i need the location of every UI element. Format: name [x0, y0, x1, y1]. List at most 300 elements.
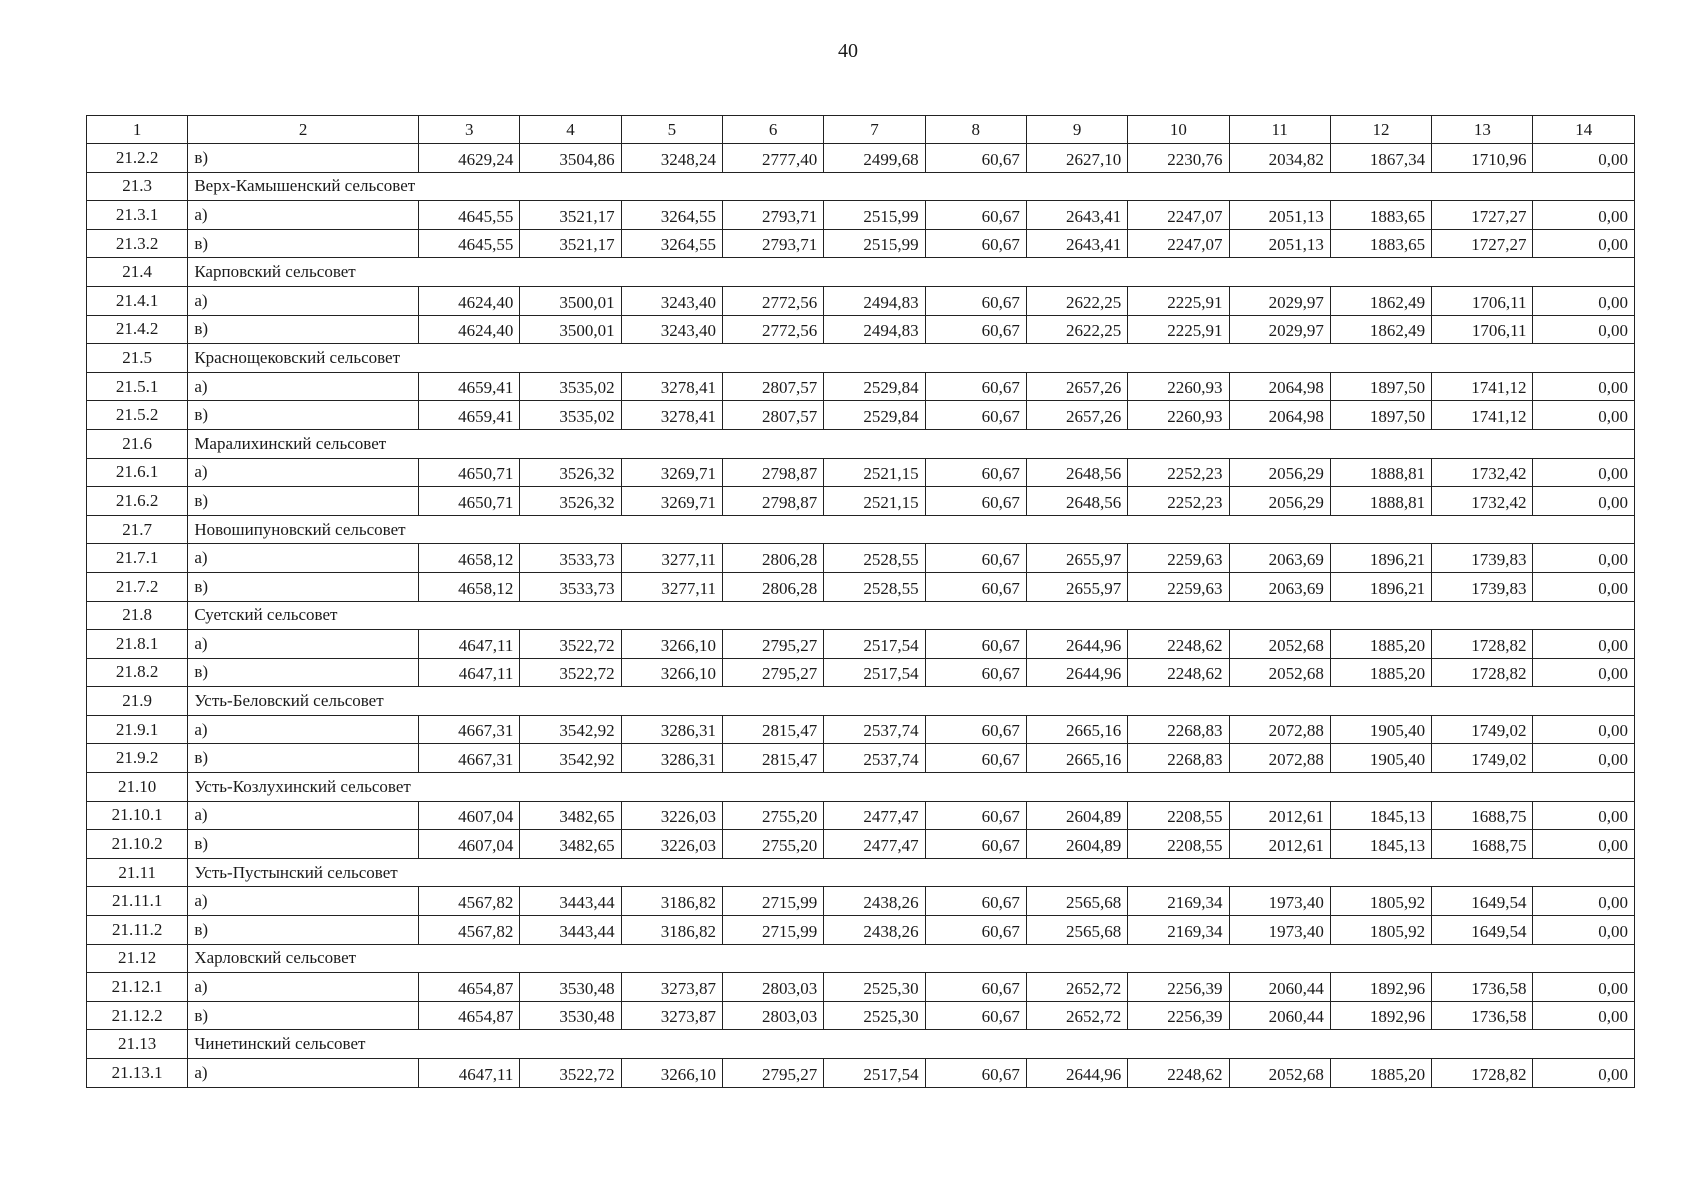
value-cell: 3526,32: [520, 458, 621, 487]
value-cell: 2815,47: [722, 715, 823, 744]
value-cell: 1973,40: [1229, 887, 1330, 916]
column-header: 6: [722, 116, 823, 144]
value-cell: 2012,61: [1229, 801, 1330, 830]
value-cell: 2256,39: [1128, 1001, 1229, 1030]
section-row: [87, 601, 1635, 630]
value-cell: 2260,93: [1128, 401, 1229, 430]
value-cell: 1741,12: [1432, 401, 1533, 430]
value-cell: 60,67: [925, 887, 1026, 916]
value-cell: 1706,11: [1432, 315, 1533, 344]
value-cell: 4624,40: [419, 286, 520, 315]
value-cell: 2268,83: [1128, 715, 1229, 744]
value-cell: 3533,73: [520, 572, 621, 601]
value-cell: 2012,61: [1229, 830, 1330, 859]
value-cell: 0,00: [1533, 315, 1635, 344]
section-name: Краснощековский сельсовет: [188, 344, 1635, 373]
row-code: 21.7.1: [87, 544, 188, 573]
value-cell: 3522,72: [520, 658, 621, 687]
value-cell: 3266,10: [621, 1059, 722, 1088]
value-cell: 2499,68: [824, 144, 925, 173]
table-row: [87, 372, 1635, 401]
section-name: Карповский сельсовет: [188, 258, 1635, 287]
row-code: 21.9.2: [87, 744, 188, 773]
value-cell: 60,67: [925, 744, 1026, 773]
value-cell: 1732,42: [1432, 487, 1533, 516]
row-label: в): [188, 144, 419, 173]
value-cell: 60,67: [925, 1001, 1026, 1030]
value-cell: 2644,96: [1026, 630, 1127, 659]
value-cell: 1845,13: [1330, 830, 1431, 859]
value-cell: 3522,72: [520, 1059, 621, 1088]
row-code: 21.10.1: [87, 801, 188, 830]
value-cell: 2051,13: [1229, 201, 1330, 230]
row-label: а): [188, 286, 419, 315]
value-cell: 4654,87: [419, 1001, 520, 1030]
value-cell: 3243,40: [621, 315, 722, 344]
row-label: а): [188, 715, 419, 744]
value-cell: 60,67: [925, 144, 1026, 173]
value-cell: 1728,82: [1432, 658, 1533, 687]
value-cell: 2795,27: [722, 630, 823, 659]
value-cell: 3186,82: [621, 887, 722, 916]
row-code: 21.8.1: [87, 630, 188, 659]
value-cell: 2565,68: [1026, 916, 1127, 945]
column-header: 12: [1330, 116, 1431, 144]
column-header: 14: [1533, 116, 1635, 144]
table-row: [87, 544, 1635, 573]
value-cell: 1749,02: [1432, 715, 1533, 744]
value-cell: 1805,92: [1330, 916, 1431, 945]
value-cell: 2063,69: [1229, 544, 1330, 573]
value-cell: 2169,34: [1128, 887, 1229, 916]
section-code: 21.6: [87, 429, 188, 458]
value-cell: 60,67: [925, 630, 1026, 659]
row-code: 21.6.2: [87, 487, 188, 516]
value-cell: 2528,55: [824, 572, 925, 601]
row-label: а): [188, 201, 419, 230]
value-cell: 2657,26: [1026, 372, 1127, 401]
table-row: [87, 458, 1635, 487]
section-code: 21.7: [87, 515, 188, 544]
value-cell: 60,67: [925, 715, 1026, 744]
value-cell: 0,00: [1533, 1001, 1635, 1030]
value-cell: 3521,17: [520, 201, 621, 230]
value-cell: 3278,41: [621, 372, 722, 401]
value-cell: 0,00: [1533, 401, 1635, 430]
value-cell: 2208,55: [1128, 801, 1229, 830]
row-code: 21.4.2: [87, 315, 188, 344]
table-row: [87, 201, 1635, 230]
value-cell: 2208,55: [1128, 830, 1229, 859]
value-cell: 3269,71: [621, 487, 722, 516]
value-cell: 4607,04: [419, 830, 520, 859]
row-code: 21.10.2: [87, 830, 188, 859]
section-row: [87, 515, 1635, 544]
value-cell: 3530,48: [520, 973, 621, 1002]
value-cell: 2072,88: [1229, 744, 1330, 773]
value-cell: 2528,55: [824, 544, 925, 573]
value-cell: 0,00: [1533, 744, 1635, 773]
value-cell: 1897,50: [1330, 372, 1431, 401]
value-cell: 1892,96: [1330, 973, 1431, 1002]
value-cell: 60,67: [925, 973, 1026, 1002]
value-cell: 4567,82: [419, 916, 520, 945]
value-cell: 0,00: [1533, 801, 1635, 830]
table-row: [87, 887, 1635, 916]
table-row: [87, 744, 1635, 773]
row-code: 21.12.1: [87, 973, 188, 1002]
value-cell: 3278,41: [621, 401, 722, 430]
value-cell: 60,67: [925, 1059, 1026, 1088]
value-cell: 3504,86: [520, 144, 621, 173]
value-cell: 4658,12: [419, 572, 520, 601]
value-cell: 2034,82: [1229, 144, 1330, 173]
value-cell: 2807,57: [722, 401, 823, 430]
section-name: Суетский сельсовет: [188, 601, 1635, 630]
value-cell: 2777,40: [722, 144, 823, 173]
value-cell: 2517,54: [824, 630, 925, 659]
value-cell: 2622,25: [1026, 315, 1127, 344]
value-cell: 2268,83: [1128, 744, 1229, 773]
value-cell: 2259,63: [1128, 572, 1229, 601]
value-cell: 1749,02: [1432, 744, 1533, 773]
value-cell: 0,00: [1533, 229, 1635, 258]
value-cell: 2225,91: [1128, 286, 1229, 315]
row-label: в): [188, 744, 419, 773]
value-cell: 2806,28: [722, 572, 823, 601]
row-label: в): [188, 658, 419, 687]
value-cell: 2657,26: [1026, 401, 1127, 430]
value-cell: 2169,34: [1128, 916, 1229, 945]
value-cell: 2029,97: [1229, 286, 1330, 315]
value-cell: 2521,15: [824, 458, 925, 487]
value-cell: 1973,40: [1229, 916, 1330, 945]
section-name: Усть-Пустынский сельсовет: [188, 858, 1635, 887]
value-cell: 2807,57: [722, 372, 823, 401]
value-cell: 2604,89: [1026, 801, 1127, 830]
section-name: Усть-Козлухинский сельсовет: [188, 773, 1635, 802]
value-cell: 2248,62: [1128, 630, 1229, 659]
value-cell: 60,67: [925, 572, 1026, 601]
value-cell: 2517,54: [824, 1059, 925, 1088]
value-cell: 4654,87: [419, 973, 520, 1002]
value-cell: 3264,55: [621, 201, 722, 230]
value-cell: 2056,29: [1229, 487, 1330, 516]
value-cell: 60,67: [925, 544, 1026, 573]
table-row: [87, 315, 1635, 344]
value-cell: 3186,82: [621, 916, 722, 945]
row-code: 21.9.1: [87, 715, 188, 744]
section-code: 21.10: [87, 773, 188, 802]
value-cell: 1892,96: [1330, 1001, 1431, 1030]
value-cell: 2806,28: [722, 544, 823, 573]
value-cell: 1805,92: [1330, 887, 1431, 916]
row-code: 21.5.1: [87, 372, 188, 401]
value-cell: 0,00: [1533, 544, 1635, 573]
value-cell: 4659,41: [419, 401, 520, 430]
value-cell: 1862,49: [1330, 286, 1431, 315]
section-code: 21.12: [87, 944, 188, 973]
value-cell: 0,00: [1533, 630, 1635, 659]
value-cell: 60,67: [925, 801, 1026, 830]
value-cell: 1736,58: [1432, 973, 1533, 1002]
value-cell: 1883,65: [1330, 229, 1431, 258]
value-cell: 4645,55: [419, 229, 520, 258]
value-cell: 2537,74: [824, 744, 925, 773]
value-cell: 3226,03: [621, 830, 722, 859]
value-cell: 4629,24: [419, 144, 520, 173]
value-cell: 2604,89: [1026, 830, 1127, 859]
value-cell: 2665,16: [1026, 744, 1127, 773]
table-body: [87, 116, 1635, 1088]
table-row: [87, 572, 1635, 601]
column-header: 2: [188, 116, 419, 144]
value-cell: 2060,44: [1229, 973, 1330, 1002]
value-cell: 0,00: [1533, 201, 1635, 230]
column-header: 9: [1026, 116, 1127, 144]
value-cell: 3277,11: [621, 572, 722, 601]
value-cell: 60,67: [925, 458, 1026, 487]
value-cell: 1896,21: [1330, 544, 1431, 573]
value-cell: 2029,97: [1229, 315, 1330, 344]
row-label: а): [188, 544, 419, 573]
value-cell: 3526,32: [520, 487, 621, 516]
value-cell: 2643,41: [1026, 201, 1127, 230]
value-cell: 1688,75: [1432, 830, 1533, 859]
value-cell: 3286,31: [621, 744, 722, 773]
section-name: Чинетинский сельсовет: [188, 1030, 1635, 1059]
value-cell: 4658,12: [419, 544, 520, 573]
value-cell: 60,67: [925, 401, 1026, 430]
value-cell: 2772,56: [722, 315, 823, 344]
value-cell: 3500,01: [520, 315, 621, 344]
value-cell: 2063,69: [1229, 572, 1330, 601]
value-cell: 2052,68: [1229, 658, 1330, 687]
table-row: [87, 658, 1635, 687]
table-row: [87, 1059, 1635, 1088]
value-cell: 4647,11: [419, 630, 520, 659]
value-cell: 3269,71: [621, 458, 722, 487]
table-row: [87, 973, 1635, 1002]
value-cell: 2230,76: [1128, 144, 1229, 173]
table-row: [87, 830, 1635, 859]
value-cell: 2644,96: [1026, 1059, 1127, 1088]
value-cell: 3277,11: [621, 544, 722, 573]
value-cell: 1896,21: [1330, 572, 1431, 601]
section-code: 21.8: [87, 601, 188, 630]
value-cell: 2537,74: [824, 715, 925, 744]
value-cell: 2793,71: [722, 229, 823, 258]
value-cell: 3482,65: [520, 801, 621, 830]
value-cell: 1649,54: [1432, 887, 1533, 916]
value-cell: 60,67: [925, 487, 1026, 516]
value-cell: 60,67: [925, 201, 1026, 230]
header-row: [87, 116, 1635, 144]
value-cell: 4650,71: [419, 487, 520, 516]
value-cell: 2755,20: [722, 830, 823, 859]
value-cell: 3248,24: [621, 144, 722, 173]
value-cell: 1741,12: [1432, 372, 1533, 401]
value-cell: 0,00: [1533, 1059, 1635, 1088]
value-cell: 2259,63: [1128, 544, 1229, 573]
page-number: 40: [838, 40, 858, 62]
value-cell: 3443,44: [520, 887, 621, 916]
value-cell: 2060,44: [1229, 1001, 1330, 1030]
value-cell: 1739,83: [1432, 572, 1533, 601]
value-cell: 4645,55: [419, 201, 520, 230]
value-cell: 1905,40: [1330, 715, 1431, 744]
column-header: 8: [925, 116, 1026, 144]
value-cell: 2517,54: [824, 658, 925, 687]
section-name: Верх-Камышенский сельсовет: [188, 172, 1635, 201]
value-cell: 2064,98: [1229, 401, 1330, 430]
value-cell: 0,00: [1533, 372, 1635, 401]
value-cell: 2525,30: [824, 1001, 925, 1030]
value-cell: 2052,68: [1229, 1059, 1330, 1088]
value-cell: 2225,91: [1128, 315, 1229, 344]
value-cell: 2515,99: [824, 229, 925, 258]
column-header: 13: [1432, 116, 1533, 144]
value-cell: 2643,41: [1026, 229, 1127, 258]
value-cell: 3273,87: [621, 1001, 722, 1030]
value-cell: 0,00: [1533, 658, 1635, 687]
row-code: 21.11.1: [87, 887, 188, 916]
value-cell: 2515,99: [824, 201, 925, 230]
row-label: а): [188, 458, 419, 487]
table-row: [87, 916, 1635, 945]
table-row: [87, 487, 1635, 516]
value-cell: 2256,39: [1128, 973, 1229, 1002]
row-code: 21.3.1: [87, 201, 188, 230]
value-cell: 2772,56: [722, 286, 823, 315]
value-cell: 3243,40: [621, 286, 722, 315]
value-cell: 2260,93: [1128, 372, 1229, 401]
value-cell: 4647,11: [419, 658, 520, 687]
value-cell: 2648,56: [1026, 458, 1127, 487]
row-label: в): [188, 401, 419, 430]
value-cell: 2252,23: [1128, 458, 1229, 487]
row-code: 21.3.2: [87, 229, 188, 258]
value-cell: 1727,27: [1432, 229, 1533, 258]
value-cell: 3266,10: [621, 630, 722, 659]
value-cell: 1862,49: [1330, 315, 1431, 344]
value-cell: 4667,31: [419, 744, 520, 773]
value-cell: 2655,97: [1026, 572, 1127, 601]
value-cell: 0,00: [1533, 887, 1635, 916]
section-row: [87, 944, 1635, 973]
value-cell: 3535,02: [520, 372, 621, 401]
value-cell: 2525,30: [824, 973, 925, 1002]
value-cell: 1885,20: [1330, 630, 1431, 659]
value-cell: 2248,62: [1128, 1059, 1229, 1088]
value-cell: 2793,71: [722, 201, 823, 230]
value-cell: 2072,88: [1229, 715, 1330, 744]
value-cell: 2064,98: [1229, 372, 1330, 401]
value-cell: 2477,47: [824, 830, 925, 859]
value-cell: 2648,56: [1026, 487, 1127, 516]
row-code: 21.2.2: [87, 144, 188, 173]
value-cell: 1885,20: [1330, 1059, 1431, 1088]
table-row: [87, 630, 1635, 659]
row-code: 21.7.2: [87, 572, 188, 601]
value-cell: 1728,82: [1432, 630, 1533, 659]
table-row: [87, 229, 1635, 258]
value-cell: 2795,27: [722, 1059, 823, 1088]
value-cell: 60,67: [925, 830, 1026, 859]
value-cell: 0,00: [1533, 830, 1635, 859]
row-label: в): [188, 572, 419, 601]
column-header: 4: [520, 116, 621, 144]
value-cell: 3482,65: [520, 830, 621, 859]
value-cell: 60,67: [925, 658, 1026, 687]
row-label: в): [188, 229, 419, 258]
row-code: 21.4.1: [87, 286, 188, 315]
value-cell: 3533,73: [520, 544, 621, 573]
value-cell: 2655,97: [1026, 544, 1127, 573]
value-cell: 60,67: [925, 229, 1026, 258]
value-cell: 2252,23: [1128, 487, 1229, 516]
section-name: Новошипуновский сельсовет: [188, 515, 1635, 544]
value-cell: 1732,42: [1432, 458, 1533, 487]
table-row: [87, 286, 1635, 315]
section-code: 21.13: [87, 1030, 188, 1059]
value-cell: 0,00: [1533, 286, 1635, 315]
section-name: Усть-Беловский сельсовет: [188, 687, 1635, 716]
value-cell: 4650,71: [419, 458, 520, 487]
value-cell: 60,67: [925, 315, 1026, 344]
value-cell: 0,00: [1533, 572, 1635, 601]
row-code: 21.13.1: [87, 1059, 188, 1088]
value-cell: 1739,83: [1432, 544, 1533, 573]
tariff-table: [86, 115, 1635, 1088]
row-code: 21.5.2: [87, 401, 188, 430]
value-cell: 3530,48: [520, 1001, 621, 1030]
value-cell: 2803,03: [722, 973, 823, 1002]
value-cell: 60,67: [925, 916, 1026, 945]
value-cell: 2795,27: [722, 658, 823, 687]
value-cell: 2627,10: [1026, 144, 1127, 173]
value-cell: 3542,92: [520, 715, 621, 744]
section-row: [87, 172, 1635, 201]
value-cell: 2521,15: [824, 487, 925, 516]
value-cell: 2755,20: [722, 801, 823, 830]
section-row: [87, 258, 1635, 287]
value-cell: 1736,58: [1432, 1001, 1533, 1030]
table-row: [87, 144, 1635, 173]
value-cell: 1888,81: [1330, 458, 1431, 487]
value-cell: 3500,01: [520, 286, 621, 315]
value-cell: 4647,11: [419, 1059, 520, 1088]
value-cell: 1905,40: [1330, 744, 1431, 773]
value-cell: 2494,83: [824, 315, 925, 344]
value-cell: 2798,87: [722, 487, 823, 516]
row-code: 21.12.2: [87, 1001, 188, 1030]
section-code: 21.3: [87, 172, 188, 201]
value-cell: 4667,31: [419, 715, 520, 744]
column-header: 7: [824, 116, 925, 144]
value-cell: 2815,47: [722, 744, 823, 773]
section-name: Маралихинский сельсовет: [188, 429, 1635, 458]
value-cell: 2652,72: [1026, 973, 1127, 1002]
value-cell: 2051,13: [1229, 229, 1330, 258]
table-row: [87, 401, 1635, 430]
row-code: 21.6.1: [87, 458, 188, 487]
value-cell: 3286,31: [621, 715, 722, 744]
value-cell: 3522,72: [520, 630, 621, 659]
row-label: а): [188, 1059, 419, 1088]
value-cell: 60,67: [925, 372, 1026, 401]
section-code: 21.5: [87, 344, 188, 373]
